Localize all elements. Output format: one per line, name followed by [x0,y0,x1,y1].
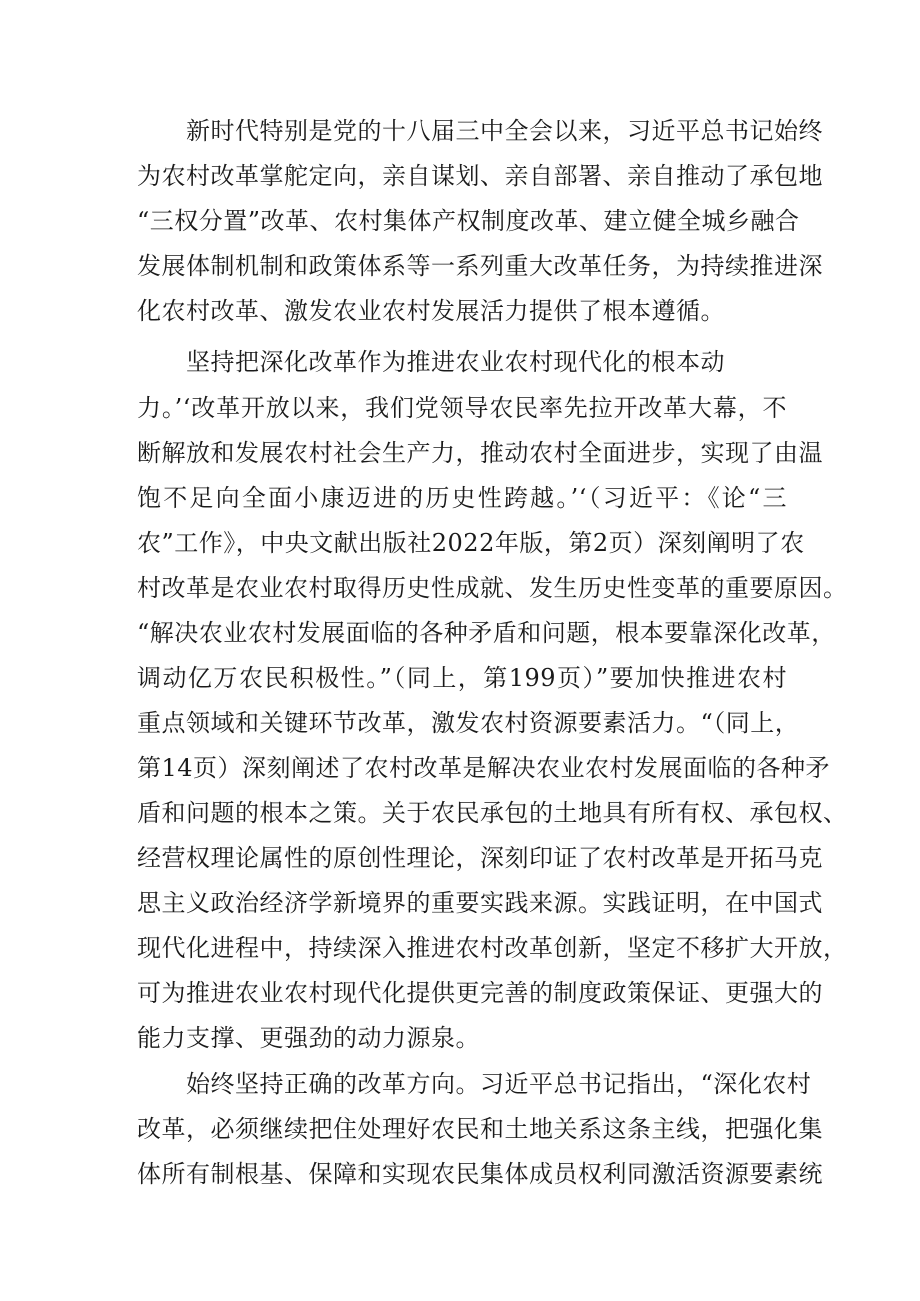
paragraph-2-line-8: 调动亿万农民积极性。”（同上，第199页）”要加快推进农村 [137,664,787,692]
paragraph-1-line-2: 为农村改革掌舵定向，亲自谋划、亲自部署、亲自推动了承包地 [137,162,823,190]
paragraph-2-line-9: 重点领域和关键环节改革，激发农村资源要素活力。“（同上， [137,709,800,737]
paragraph-2-line-15: 可为推进农业农村现代化提供更完善的制度政策保证、更强大的 [137,979,823,1007]
paragraph-1-line-5: 化农村改革、激发农业农村发展活力提供了根本遵循。 [137,297,725,325]
paragraph-1-line-3: “三权分置”改革、农村集体产权制度改革、建立健全城乡融合 [137,207,800,235]
paragraph-2-line-2: 力。’‘改革开放以来，我们党领导农民率先拉开改革大幕，不 [137,394,787,422]
paragraph-2-line-13: 思主义政治经济学新境界的重要实践来源。实践证明，在中国式 [137,889,823,917]
paragraph-3-line-2: 改革，必须继续把住处理好农民和土地关系这条主线，把强化集 [137,1115,823,1143]
paragraph-2-line-1: 坚持把深化改革作为推进农业农村现代化的根本动 [186,348,725,376]
paragraph-2-line-12: 经营权理论属性的原创性理论，深刻印证了农村改革是开拓马克 [137,844,823,872]
paragraph-3-line-3: 体所有制根基、保障和实现农民集体成员权利同激活资源要素统 [137,1160,823,1188]
paragraph-2-line-3: 断解放和发展农村社会生产力，推动农村全面进步，实现了由温 [137,439,823,467]
paragraph-2-line-16: 能力支撑、更强劲的动力源泉。 [137,1024,480,1052]
paragraph-2-line-4: 饱不足向全面小康迈进的历史性跨越。’‘（习近平：《论“三 [137,484,787,512]
paragraph-2-line-6: 村改革是农业农村取得历史性成就、发生历史性变革的重要原因。 [137,574,848,602]
paragraph-2-line-7: “解决农业农村发展面临的各种矛盾和问题，根本要靠深化改革， [137,619,836,647]
paragraph-1-line-1: 新时代特别是党的十八届三中全会以来，习近平总书记始终 [186,117,823,145]
paragraph-2-line-10: 第14页）深刻阐述了农村改革是解决农业农村发展面临的各种矛 [137,754,831,782]
paragraph-2-line-14: 现代化进程中，持续深入推进农村改革创新，坚定不移扩大开放， [137,934,848,962]
paragraph-1-line-4: 发展体制机制和政策体系等一系列重大改革任务，为持续推进深 [137,252,823,280]
paragraph-2-line-5: 农”工作》，中央文献出版社2022年版，第2页）深刻阐明了农 [137,529,805,557]
paragraph-2-line-11: 盾和问题的根本之策。关于农民承包的土地具有所有权、承包权、 [137,799,848,827]
paragraph-3-line-1: 始终坚持正确的改革方向。习近平总书记指出，“深化农村 [186,1070,812,1098]
